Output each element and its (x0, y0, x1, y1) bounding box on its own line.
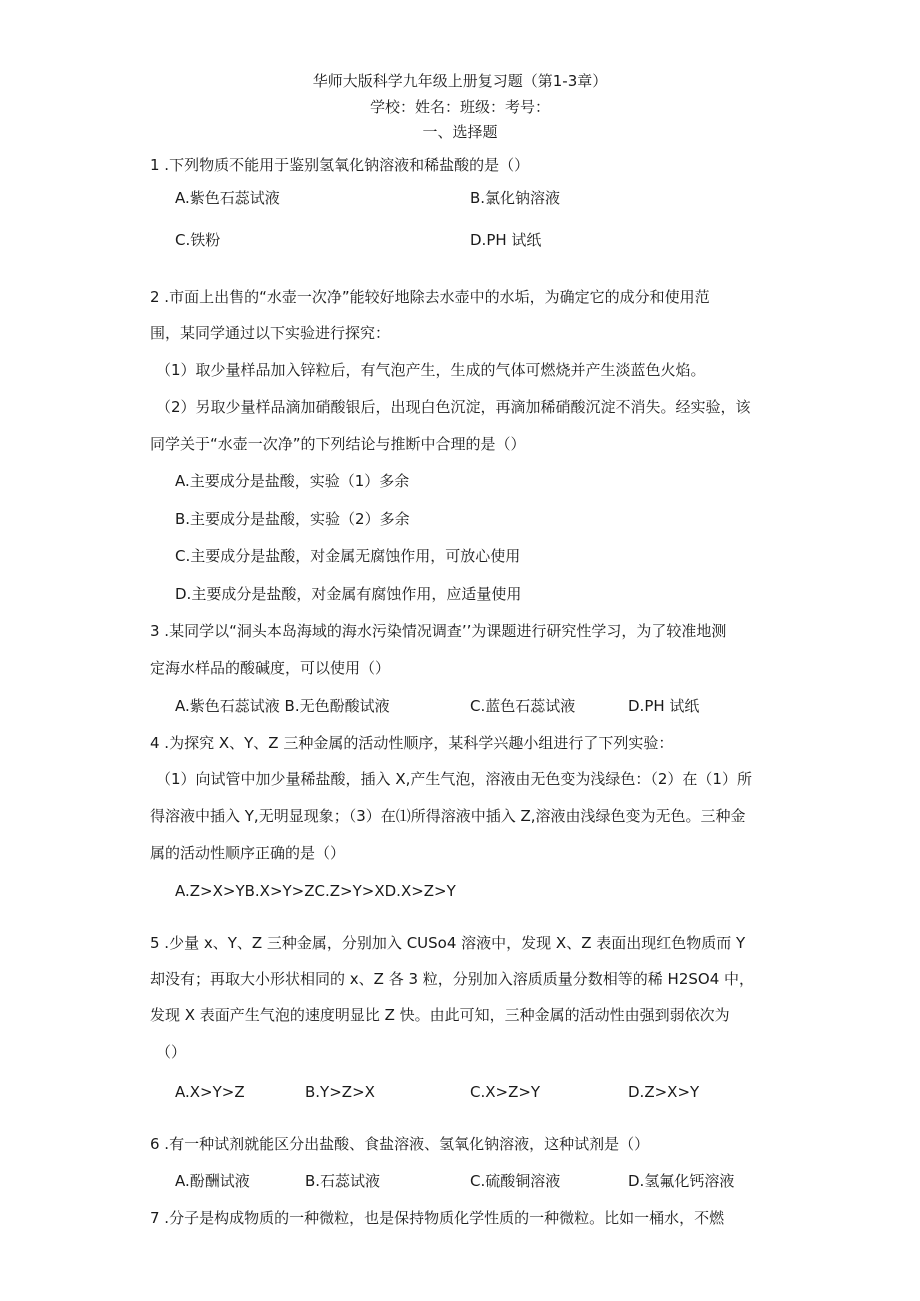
question-2-stem-line-1: 2 .市面上出售的“水壶一次净”能较好地除去水壶中的水垢，为确定它的成分和使用范 (150, 288, 710, 306)
question-5-stem-line-1: 5 .少量 x、Y、Z 三种金属，分别加入 CUSo4 溶液中，发现 X、Z 表面出现红色物质而 Y (150, 934, 746, 952)
question-1-option-d: D.PH 试纸 (470, 231, 542, 249)
question-6-option-b: B.石蕊试液 (305, 1172, 381, 1190)
question-2-experiment-1: （1）取少量样品加入锌粒后，有气泡产生，生成的气体可燃烧并产生淡蓝色火焰。 (156, 361, 706, 379)
question-2-experiment-2-line-2: 同学关于“水壶一次净”的下列结论与推断中合理的是（） (150, 435, 526, 453)
question-1-option-a: A.紫色石蕊试液 (175, 189, 280, 207)
question-6-option-a: A.酚酬试液 (175, 1172, 250, 1190)
question-3-options-ab: A.紫色石蕊试液 B.无色酚酸试液 (175, 697, 390, 715)
question-2-option-a: A.主要成分是盐酸，实验（1）多余 (175, 472, 410, 490)
question-2-option-b: B.主要成分是盐酸，实验（2）多余 (175, 510, 410, 528)
question-5-stem-line-2: 却没有；再取大小形状相同的 x、Z 各 3 粒，分别加入溶质质量分数相等的稀 H2SO4 中， (150, 970, 755, 988)
question-4-options: A.Z>X>YB.X>Y>ZC.Z>Y>XD.X>Z>Y (175, 882, 456, 900)
section-heading: 一、选择题 (422, 123, 498, 141)
question-6-option-c: C.硫酸铜溶液 (470, 1172, 561, 1190)
student-info-line: 学校：姓名：班级：考号： (369, 98, 550, 116)
question-2-option-c: C.主要成分是盐酸，对金属无腐蚀作用，可放心使用 (175, 547, 521, 565)
question-6-stem: 6 .有一种试剂就能区分出盐酸、食盐溶液、氢氧化钠溶液，这种试剂是（） (150, 1135, 650, 1153)
question-2-option-d: D.主要成分是盐酸，对金属有腐蚀作用，应适量使用 (175, 585, 522, 603)
question-3-stem-line-2: 定海水样品的酸碱度，可以使用（） (150, 659, 391, 677)
question-5-stem-line-4: （） (156, 1043, 187, 1061)
question-2-experiment-2-line-1: （2）另取少量样品滴加硝酸银后，出现白色沉淀，再滴加稀硝酸沉淀不消失。经实验，该 (156, 398, 751, 416)
question-4-stem: 4 .为探究 X、Y、Z 三种金属的活动性顺序，某科学兴趣小组进行了下列实验： (150, 734, 674, 752)
question-3-option-c: C.蓝色石蕊试液 (470, 697, 576, 715)
question-5-option-a: A.X>Y>Z (175, 1083, 245, 1101)
question-2-stem-line-2: 围，某同学通过以下实验进行探究： (150, 324, 391, 342)
question-1-option-c: C.铁粉 (175, 231, 221, 249)
question-1-option-b: B.氯化钠溶液 (470, 189, 561, 207)
question-7-stem: 7 .分子是构成物质的一种微粒，也是保持物质化学性质的一种微粒。比如一桶水，不燃 (150, 1209, 725, 1227)
question-5-option-d: D.Z>X>Y (628, 1083, 700, 1101)
question-3-option-d: D.PH 试纸 (628, 697, 700, 715)
question-1-stem: 1 .下列物质不能用于鉴别氢氧化钠溶液和稀盐酸的是（） (150, 156, 530, 174)
exam-title: 华师大版科学九年级上册复习题（第1-3章） (312, 72, 608, 90)
question-5-option-b: B.Y>Z>X (305, 1083, 375, 1101)
question-4-line-3: 属的活动性顺序正确的是（） (150, 844, 346, 862)
question-4-line-1: （1）向试管中加少量稀盐酸，插入 X,产生气泡，溶液由无色变为浅绿色：（2）在（1）所 (156, 770, 752, 788)
question-5-stem-line-3: 发现 X 表面产生气泡的速度明显比 Z 快。由此可知，三种金属的活动性由强到弱依次为 (150, 1006, 730, 1024)
question-3-stem-line-1: 3 .某同学以“洞头本岛海域的海水污染情况调查’’为课题进行研究性学习，为了较准地测 (150, 622, 727, 640)
question-6-option-d: D.氢氟化钙溶液 (628, 1172, 735, 1190)
question-5-option-c: C.X>Z>Y (470, 1083, 541, 1101)
question-4-line-2: 得溶液中插入 Y,无明显现象；（3）在⑴所得溶液中插入 Z,溶液由浅绿色变为无色。三种金 (150, 807, 746, 825)
